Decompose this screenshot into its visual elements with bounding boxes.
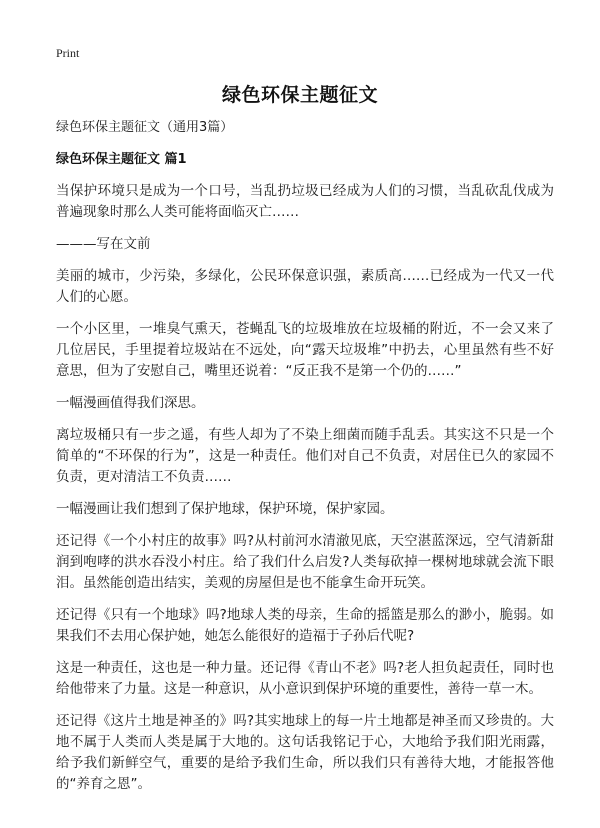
paragraph: 一幅漫画让我们想到了保护地球，保护环境，保护家园。 [56,501,394,517]
document-subtitle: 绿色环保主题征文（通用3篇） [56,120,234,135]
document-title: 绿色环保主题征文 [221,84,378,106]
print-label: Print [56,46,80,60]
paragraph: 一个小区里，一堆臭气熏天，苍蝇乱飞的垃圾堆放在垃圾桶的附近，不一会又来了几位居民，手里提着垃圾站在不远处，向“露天垃圾堆”中扔去，心里虽然有些不好意思，但为了安慰自己，嘴里还说着：“反正我不是第一个仍的……” [56,321,554,379]
paragraph: ———写在文前 [56,236,151,252]
paragraph: 美丽的城市，少污染，多绿化，公民环保意识强，素质高……已经成为一代又一代人们的心愿。 [56,268,554,305]
document-body [56,119,554,806]
paragraph: 当保护环境只是成为一个口号，当乱扔垃圾已经成为人们的习惯，当乱砍乱伐成为普遍现象时那么人类可能将面临灭亡…… [56,183,554,220]
section-heading: 绿色环保主题征文 篇1 [56,152,187,167]
paragraph: 一幅漫画值得我们深思。 [56,395,205,411]
paragraph: 还记得《一个小村庄的故事》吗?从村前河水清澈见底，天空湛蓝深远，空气清新甜润到咆哮的洪水吞没小村庄。给了我们什么启发?人类每砍掉一棵树地球就会流下眼泪。虽然能创造出结实，美观的房屋但是也不能拿生命开玩笑。 [56,533,554,591]
paragraph: 离垃圾桶只有一步之遥，有些人却为了不染上细菌而随手乱丢。其实这不只是一个简单的“不环保的行为”，这是一种责任。他们对自己不负责，对居住已久的家园不负责，更对清洁工不负责…… [56,427,554,485]
paragraph: 还记得《这片土地是神圣的》吗?其实地球上的每一片土地都是神圣而又珍贵的。大地不属于人类而人类是属于大地的。这句话我铭记于心，大地给予我们阳光雨露，给予我们新鲜空气，重要的是给予我们生命，所以我们只有善待大地，才能报答他的“养育之恩”。 [56,713,554,792]
paragraph: 还记得《只有一个地球》吗?地球人类的母亲，生命的摇篮是那么的渺小，脆弱。如果我们不去用心保护她，她怎么能很好的造福于子孙后代呢? [56,607,554,644]
paragraph: 这是一种责任，这也是一种力量。还记得《青山不老》吗?老人担负起责任，同时也给他带来了力量。这是一种意识，从小意识到保护环境的重要性，善待一草一木。 [56,660,554,697]
